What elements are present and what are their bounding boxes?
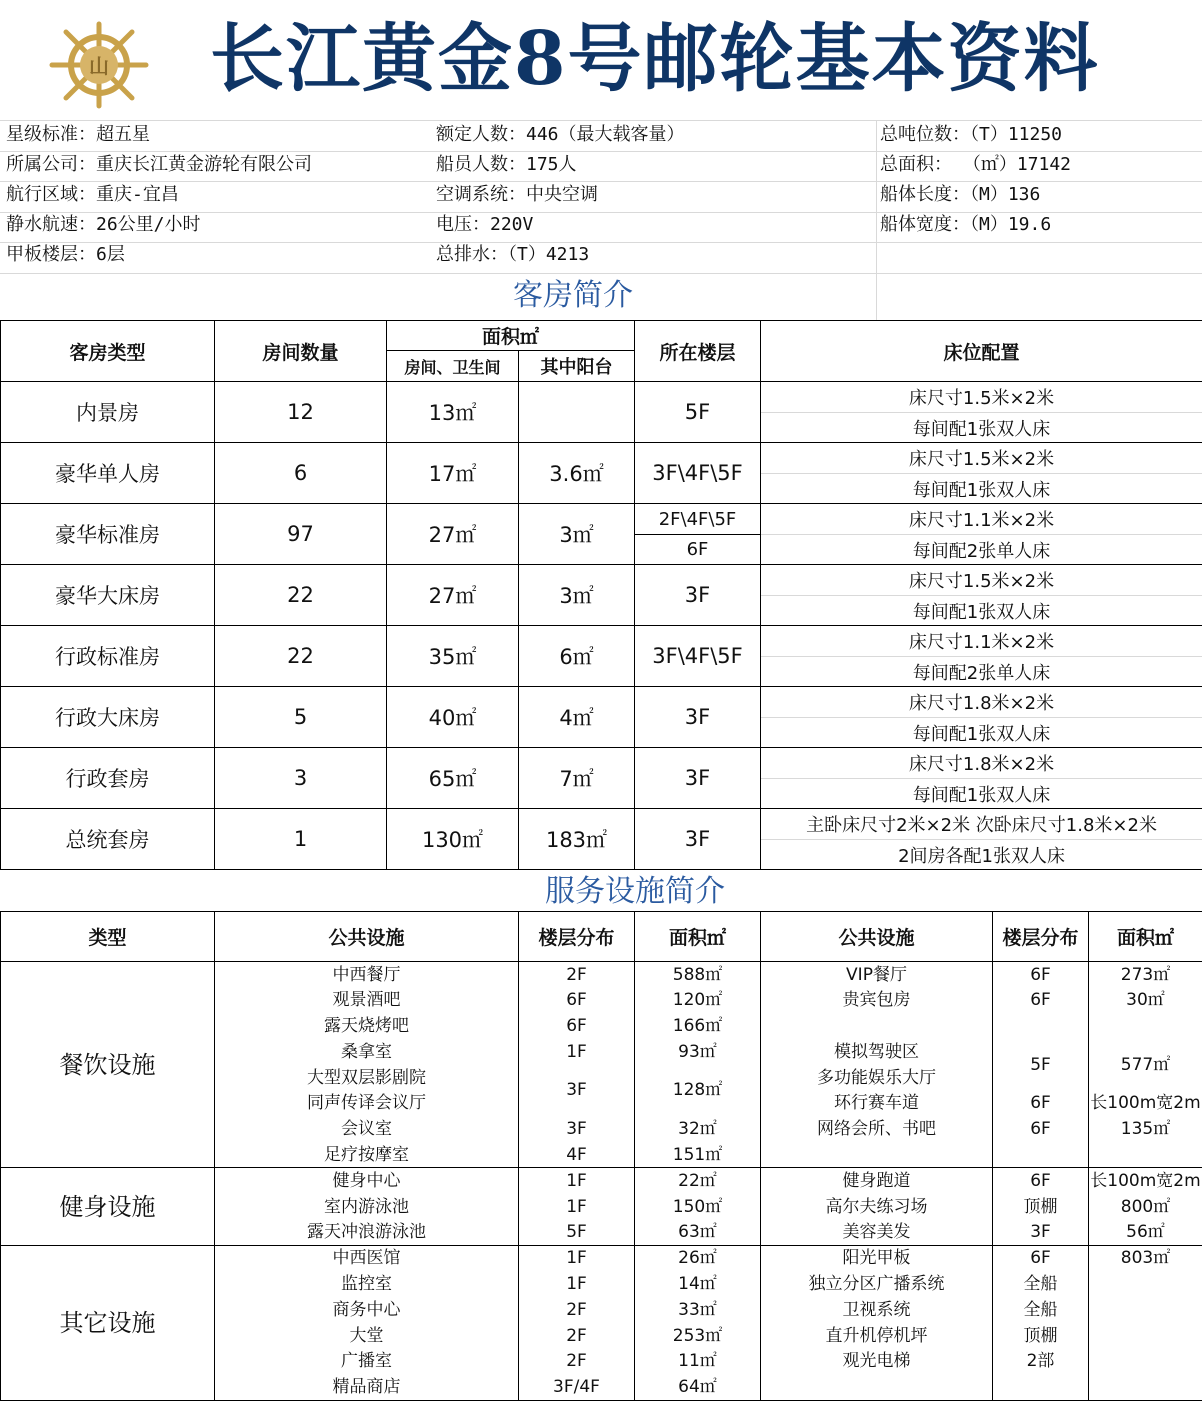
facility-floor: 2F: [519, 962, 635, 988]
facility-floor: 5F: [519, 1219, 635, 1245]
facility-floor: 3F: [519, 1116, 635, 1142]
svg-text:山: 山: [89, 54, 109, 78]
table-row: [1, 748, 1202, 779]
facility-name: 足疗按摩室: [215, 1142, 519, 1168]
room-type: 内景房: [1, 382, 215, 443]
facility-floor: 6F: [519, 1013, 635, 1039]
facility-floor: 1F: [519, 1168, 635, 1194]
room-floor: 5F: [635, 382, 761, 443]
room-type: 行政标准房: [1, 626, 215, 687]
facility-name: 观景酒吧: [215, 987, 519, 1013]
facility-area-right: [1089, 1271, 1202, 1297]
room-bed-size: 床尺寸1.1米×2米: [761, 504, 1202, 535]
room-count: 6: [215, 443, 387, 504]
table-row: [1, 626, 1202, 657]
facility-area: 151㎡: [635, 1142, 761, 1168]
info-col-2: [436, 120, 685, 270]
facility-name-right: 阳光甲板: [761, 1245, 993, 1271]
facility-floor: 1F: [519, 1271, 635, 1297]
room-area: 27㎡: [387, 504, 519, 565]
room-floor: 2F\4F\5F: [635, 504, 761, 535]
facility-name-right: 贵宾包房: [761, 987, 993, 1013]
facility-area-right: 长100m宽2m: [1089, 1168, 1202, 1194]
facility-area-right: [1089, 1348, 1202, 1374]
facility-name-right: 直升机停机坪: [761, 1323, 993, 1349]
facility-area: 22㎡: [635, 1168, 761, 1194]
facility-area: 14㎡: [635, 1271, 761, 1297]
room-balcony: [519, 382, 635, 443]
room-bed-config: 每间配1张双人床: [761, 718, 1202, 748]
info-displacement: 总排水：（T）4213: [436, 240, 685, 270]
info-star: 星级标准：超五星: [6, 120, 312, 150]
facility-floor-right: 2部: [993, 1348, 1089, 1374]
room-bed-config: 每间配1张双人床: [761, 596, 1202, 626]
room-count: 3: [215, 748, 387, 809]
room-floor-2: 6F: [635, 535, 761, 565]
facility-floor-right: 全船: [993, 1297, 1089, 1323]
facility-floor-right: [993, 1142, 1089, 1168]
room-balcony: 4㎡: [519, 687, 635, 748]
info-crew: 船员人数：175人: [436, 150, 685, 180]
facility-name-right: 多功能娱乐大厅: [761, 1065, 993, 1091]
table-row: [1, 1168, 1202, 1194]
facility-floor-right: [993, 1013, 1089, 1039]
room-balcony: 3㎡: [519, 565, 635, 626]
facility-name: 会议室: [215, 1116, 519, 1142]
facility-name-right: 卫视系统: [761, 1297, 993, 1323]
page-title: 长江黄金8号邮轮基本资料: [210, 14, 1170, 104]
room-floor: 3F: [635, 687, 761, 748]
room-count: 5: [215, 687, 387, 748]
room-bed-size: 主卧床尺寸2米×2米 次卧床尺寸1.8米×2米: [761, 809, 1202, 840]
table-row: [1, 962, 1202, 988]
facility-name: 露天冲浪游泳池: [215, 1219, 519, 1245]
room-type: 豪华单人房: [1, 443, 215, 504]
room-floor: 3F: [635, 748, 761, 809]
facility-area-right: 803㎡: [1089, 1245, 1202, 1271]
facility-name: 露天烧烤吧: [215, 1013, 519, 1039]
facility-name-right: 健身跑道: [761, 1168, 993, 1194]
header-bed: 床位配置: [761, 321, 1202, 382]
room-balcony: 6㎡: [519, 626, 635, 687]
facility-area: 150㎡: [635, 1194, 761, 1220]
room-bed-config: 每间配1张双人床: [761, 413, 1202, 443]
svc-header-floor-right: 楼层分布: [993, 912, 1089, 962]
facility-name: 桑拿室: [215, 1039, 519, 1065]
room-area: 27㎡: [387, 565, 519, 626]
facility-area: 588㎡: [635, 962, 761, 988]
info-company: 所属公司：重庆长江黄金游轮有限公司: [6, 150, 312, 180]
facility-floor-right: 全船: [993, 1271, 1089, 1297]
facility-area: 11㎡: [635, 1348, 761, 1374]
room-bed-config: 每间配2张单人床: [761, 657, 1202, 687]
room-balcony: 183㎡: [519, 809, 635, 870]
room-bed-config: 每间配1张双人床: [761, 779, 1202, 809]
facility-floor: 4F: [519, 1142, 635, 1168]
facility-floor-right: 6F: [993, 1245, 1089, 1271]
facility-floor: 3F/4F: [519, 1374, 635, 1400]
info-tonnage: 总吨位数：（T）11250: [880, 120, 1071, 150]
facility-floor: 2F: [519, 1348, 635, 1374]
room-type: 行政套房: [1, 748, 215, 809]
room-type: 总统套房: [1, 809, 215, 870]
facility-area: 253㎡: [635, 1323, 761, 1349]
facility-area: 93㎡: [635, 1039, 761, 1065]
table-row: [1, 1245, 1202, 1271]
facility-floor-right: 顶棚: [993, 1323, 1089, 1349]
category-label: 健身设施: [1, 1168, 215, 1245]
facility-area-right: [1089, 1013, 1202, 1039]
room-area: 13㎡: [387, 382, 519, 443]
facility-area: 63㎡: [635, 1219, 761, 1245]
facility-area-right: 56㎡: [1089, 1219, 1202, 1245]
facility-area: 128㎡: [635, 1065, 761, 1117]
facility-area: 64㎡: [635, 1374, 761, 1400]
table-row: [1, 382, 1202, 413]
header-room-type: 客房类型: [1, 321, 215, 382]
info-width: 船体宽度：（M）19.6: [880, 210, 1071, 240]
header-area-room: 房间、卫生间: [387, 351, 519, 382]
facility-floor: 1F: [519, 1245, 635, 1271]
facility-floor: 1F: [519, 1039, 635, 1065]
info-capacity: 额定人数：446（最大载客量）: [436, 120, 685, 150]
facility-name: 同声传译会议厅: [215, 1090, 519, 1116]
room-count: 1: [215, 809, 387, 870]
svc-header-floor-left: 楼层分布: [519, 912, 635, 962]
room-floor: 3F\4F\5F: [635, 443, 761, 504]
facility-name: 大型双层影剧院: [215, 1065, 519, 1091]
info-aircon: 空调系统：中央空调: [436, 180, 685, 210]
room-bed-config: 每间配1张双人床: [761, 474, 1202, 504]
facility-floor: 3F: [519, 1065, 635, 1117]
table-row: [1, 504, 1202, 535]
facility-floor: 2F: [519, 1323, 635, 1349]
facility-name-right: 观光电梯: [761, 1348, 993, 1374]
room-bed-size: 床尺寸1.8米×2米: [761, 687, 1202, 718]
table-row: [1, 687, 1202, 718]
facility-floor-right: 6F: [993, 1168, 1089, 1194]
facility-name-right: 独立分区广播系统: [761, 1271, 993, 1297]
facility-floor-right: 6F: [993, 987, 1089, 1013]
facility-area: 32㎡: [635, 1116, 761, 1142]
facility-area: 26㎡: [635, 1245, 761, 1271]
facility-floor: 1F: [519, 1194, 635, 1220]
info-voltage: 电压：220V: [436, 210, 685, 240]
facility-name: 健身中心: [215, 1168, 519, 1194]
room-count: 22: [215, 626, 387, 687]
room-area: 17㎡: [387, 443, 519, 504]
facility-name-right: [761, 1142, 993, 1168]
room-type: 豪华大床房: [1, 565, 215, 626]
facility-name: 广播室: [215, 1348, 519, 1374]
room-area: 35㎡: [387, 626, 519, 687]
facility-area-right: 577㎡: [1089, 1039, 1202, 1091]
room-type: 豪华标准房: [1, 504, 215, 565]
facility-floor-right: 6F: [993, 962, 1089, 988]
table-row: [1, 809, 1202, 840]
facility-area-right: 273㎡: [1089, 962, 1202, 988]
category-label: 其它设施: [1, 1245, 215, 1400]
table-row: [1, 443, 1202, 474]
room-balcony: 7㎡: [519, 748, 635, 809]
room-bed-size: 床尺寸1.5米×2米: [761, 382, 1202, 413]
info-route: 航行区域：重庆-宜昌: [6, 180, 312, 210]
facility-name: 监控室: [215, 1271, 519, 1297]
header-floor: 所在楼层: [635, 321, 761, 382]
svc-header-facility-right: 公共设施: [761, 912, 993, 962]
facility-name: 中西医馆: [215, 1245, 519, 1271]
facility-floor: 6F: [519, 987, 635, 1013]
facility-floor-right: 顶棚: [993, 1194, 1089, 1220]
room-floor: 3F: [635, 809, 761, 870]
facility-name-right: 美容美发: [761, 1219, 993, 1245]
facility-area-right: 135㎡: [1089, 1116, 1202, 1142]
room-bed-size: 床尺寸1.8米×2米: [761, 748, 1202, 779]
room-bed-config: 每间配2张单人床: [761, 535, 1202, 565]
facility-area-right: 长100m宽2m: [1089, 1090, 1202, 1116]
room-area: 40㎡: [387, 687, 519, 748]
facility-name: 精品商店: [215, 1374, 519, 1400]
facility-floor-right: 5F: [993, 1039, 1089, 1091]
room-bed-size: 床尺寸1.1米×2米: [761, 626, 1202, 657]
service-section-title: 服务设施简介: [520, 872, 750, 912]
svc-header-category: 类型: [1, 912, 215, 962]
info-decks: 甲板楼层：6层: [6, 240, 312, 270]
facility-floor-right: 3F: [993, 1219, 1089, 1245]
facility-name: 大堂: [215, 1323, 519, 1349]
facility-area-right: [1089, 1297, 1202, 1323]
facility-name: 商务中心: [215, 1297, 519, 1323]
room-type: 行政大床房: [1, 687, 215, 748]
facility-name: 室内游泳池: [215, 1194, 519, 1220]
facility-name-right: 网络会所、书吧: [761, 1116, 993, 1142]
room-balcony: 3.6㎡: [519, 443, 635, 504]
facility-name-right: 模拟驾驶区: [761, 1039, 993, 1065]
info-speed: 静水航速：26公里/小时: [6, 210, 312, 240]
rooms-table: [0, 320, 1202, 870]
category-label: 餐饮设施: [1, 962, 215, 1168]
header-area: 面积㎡: [387, 321, 635, 351]
facility-area-right: 30㎡: [1089, 987, 1202, 1013]
facility-floor-right: [993, 1374, 1089, 1400]
facility-name-right: 环行赛车道: [761, 1090, 993, 1116]
facility-area-right: [1089, 1323, 1202, 1349]
room-floor: 3F\4F\5F: [635, 626, 761, 687]
facility-name-right: 高尔夫练习场: [761, 1194, 993, 1220]
info-col-3: [880, 120, 1071, 240]
services-table: [0, 911, 1202, 1401]
facility-name-right: [761, 1374, 993, 1400]
svc-header-facility-left: 公共设施: [215, 912, 519, 962]
room-area: 65㎡: [387, 748, 519, 809]
facility-floor-right: 6F: [993, 1116, 1089, 1142]
room-bed-size: 床尺寸1.5米×2米: [761, 443, 1202, 474]
facility-name-right: [761, 1013, 993, 1039]
room-bed-size: 床尺寸1.5米×2米: [761, 565, 1202, 596]
room-bed-config: 2间房各配1张双人床: [761, 840, 1202, 870]
room-count: 22: [215, 565, 387, 626]
ship-wheel-logo: [44, 20, 154, 110]
table-row: [1, 565, 1202, 596]
facility-floor: 2F: [519, 1297, 635, 1323]
header-area-balcony: 其中阳台: [519, 351, 635, 382]
room-count: 12: [215, 382, 387, 443]
info-col-1: [6, 120, 312, 270]
facility-name-right: VIP餐厅: [761, 962, 993, 988]
facility-name: 中西餐厅: [215, 962, 519, 988]
info-length: 船体长度：（M）136: [880, 180, 1071, 210]
facility-area: 120㎡: [635, 987, 761, 1013]
facility-area-right: [1089, 1142, 1202, 1168]
room-balcony: 3㎡: [519, 504, 635, 565]
header-room-count: 房间数量: [215, 321, 387, 382]
facility-area-right: [1089, 1374, 1202, 1400]
rooms-section-title: 客房简介: [386, 276, 760, 316]
room-count: 97: [215, 504, 387, 565]
svc-header-area-right: 面积㎡: [1089, 912, 1202, 962]
facility-floor-right: 6F: [993, 1090, 1089, 1116]
svc-header-area-left: 面积㎡: [635, 912, 761, 962]
facility-area-right: 800㎡: [1089, 1194, 1202, 1220]
room-floor: 3F: [635, 565, 761, 626]
facility-area: 33㎡: [635, 1297, 761, 1323]
info-area: 总面积： （㎡）17142: [880, 150, 1071, 180]
facility-area: 166㎡: [635, 1013, 761, 1039]
room-area: 130㎡: [387, 809, 519, 870]
